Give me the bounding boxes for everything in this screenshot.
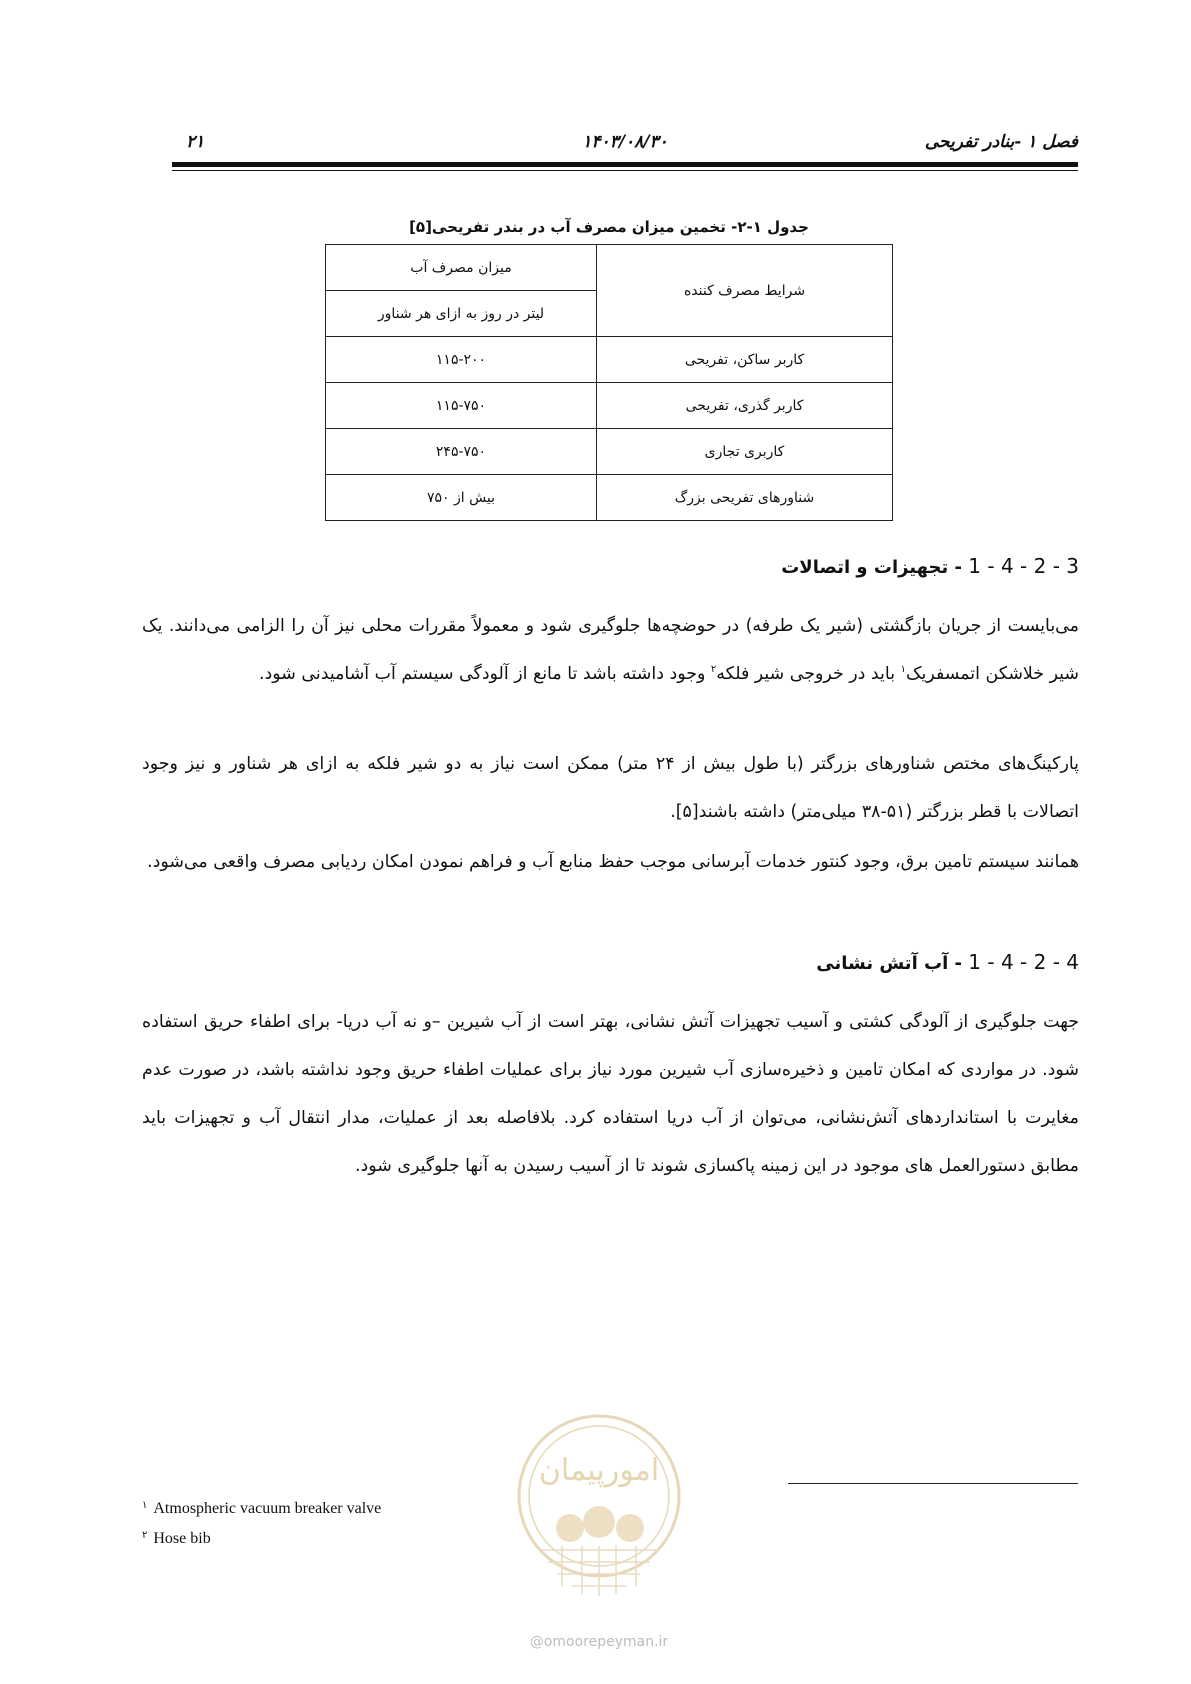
paragraph [142,602,1079,698]
chapter-title: فصل ۱ -بنادر تفریحی [924,132,1078,152]
footnote-rule [788,1483,1078,1484]
row-condition: کاربر گذری، تفریحی [597,383,893,429]
paragraph: پارکینگ‌های مختص شناورهای بزرگتر (با طول بیش از ۲۴ متر) ممکن است نیاز به دو شیر فلکه به ازای هر شناور و نیز وجود اتصالات با قطر بزرگتر (۵۱-۳۸ میلی‌متر) داشته باشند[۵]. [142,754,1079,822]
row-condition: کاربر ساکن، تفریحی [597,337,893,383]
paragraph-text: می‌بایست از جریان بازگشتی (شیر یک طرفه) در حوضچه‌ها جلوگیری شود و معمولاً مقررات محلی نیز آن را الزامی می‌دانند. یک شیر خلاشکن اتمسفریک [142,616,1079,684]
footnote-ref[interactable]: ۲ [710,664,717,676]
table-row [326,337,893,383]
section-heading-equipment [781,554,1079,578]
table-row [326,475,893,521]
section-title: - آب آتش نشانی [816,953,963,974]
table-caption: جدول ۱-۲- تخمین میزان مصرف آب در بندر تفریحی[۵] [409,218,809,236]
section-number: 1 - 4 - 2 - 3 [968,554,1079,578]
row-condition: شناورهای تفریحی بزرگ [597,475,893,521]
page-header [172,126,1078,160]
footnote [142,1500,381,1518]
footnote-text: Atmospheric vacuum breaker valve [153,1500,382,1517]
row-value: بیش از ۷۵۰ [326,475,597,521]
table-row [326,429,893,475]
header-rule-thick [172,162,1078,167]
watermark-site: @omoorepeyman.ir [529,1634,669,1650]
header-unit: لیتر در روز به ازای هر شناور [326,291,597,337]
watermark-logo [512,1410,686,1630]
paragraph: جهت جلوگیری از آلودگی کشتی و آسیب تجهیزات آتش نشانی، بهتر است از آب شیرین –و نه آب دریا- برای اطفاء حریق استفاده شود. در مواردی که امکان تامین و ذخیره‌سازی آب شیرین مورد نیاز برای عملیات اطفاء حریق وجود نداشته باشد، در صورت عدم مغایرت با استانداردهای آتش‌نشانی، می‌توان از آب دریا استفاده کرد. بلافاصله بعد از عملیات، مدار انتقال آب و تجهیزات باید مطابق دستورالعمل های موجود در این زمینه پاکسازی شوند تا از آسیب رسیدن به آنها جلوگیری شود. [142,1012,1079,1176]
row-condition: کاربری تجاری [597,429,893,475]
footnote-mark: ۱ [142,1500,148,1511]
table-header-row [326,245,893,291]
section-title: - تجهیزات و اتصالات [781,557,963,578]
footnote-text: Hose bib [153,1530,211,1547]
row-value: ۲۴۵-۷۵۰ [326,429,597,475]
header-condition: شرایط مصرف کننده [597,245,893,337]
paragraph-text: باید در خروجی شیر فلکه [716,664,901,684]
footnote-ref[interactable]: ۱ [900,664,906,676]
footnote [142,1530,211,1548]
row-value: ۱۱۵-۷۵۰ [326,383,597,429]
paragraph: همانند سیستم تامین برق، وجود کنتور خدمات آبرسانی موجب حفظ منابع آب و فراهم نمودن امکان ردیابی مصرف واقعی می‌شود. [147,852,1079,872]
section-number: 1 - 4 - 2 - 4 [968,950,1079,974]
section-heading-fire-water [816,950,1079,974]
page-number: ۲۱ [186,132,205,152]
header-rule-thin [172,170,1078,171]
header-consumption: میزان مصرف آب [326,245,597,291]
row-value: ۱۱۵-۲۰۰ [326,337,597,383]
header-date: ۱۴۰۳/۰۸/۳۰ [582,132,668,152]
footnote-mark: ۲ [142,1530,148,1541]
water-consumption-table [325,244,893,521]
table-row [326,383,893,429]
watermark-logo-text: امورپیمان [538,1453,660,1488]
paragraph-text: وجود داشته باشد تا مانع از آلودگی سیستم آب آشامیدنی شود. [259,664,711,684]
